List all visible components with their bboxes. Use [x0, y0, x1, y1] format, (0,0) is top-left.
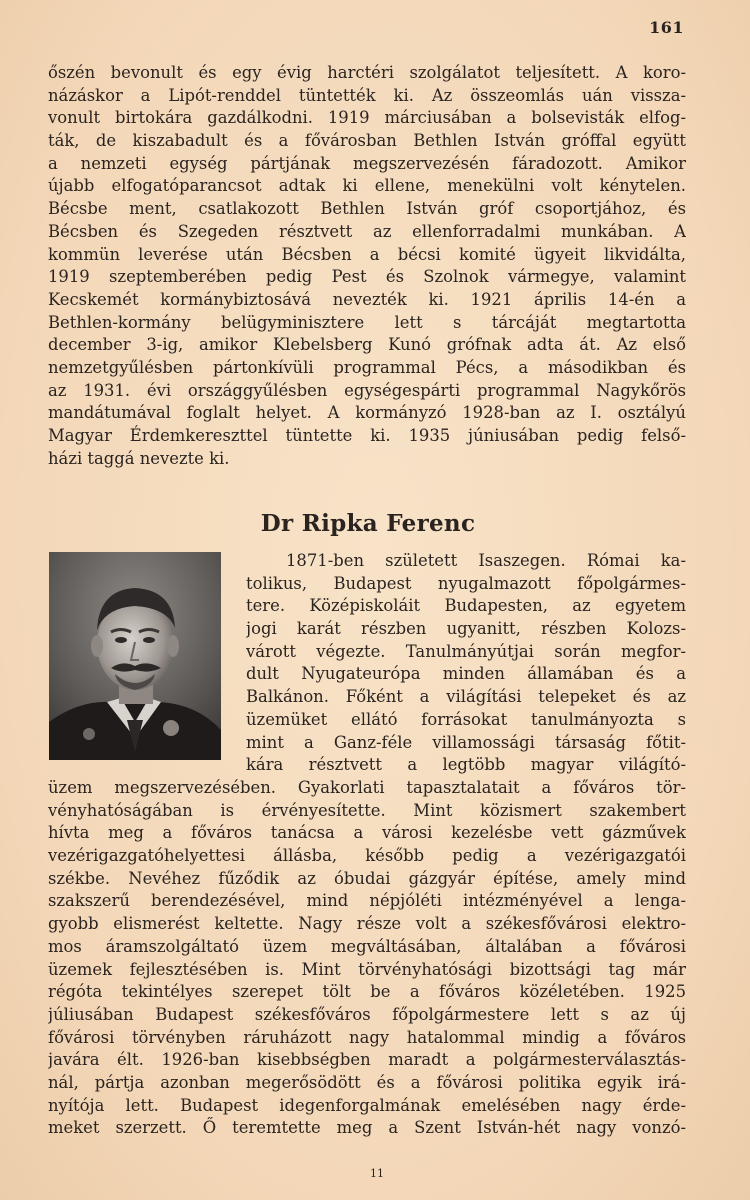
- text-line: gyobb elismerést keltette. Nagy része volt a székesfővárosi elektro-: [48, 914, 686, 934]
- text-line: meket szerzett. Ő teremtette meg a Szent István-hét nagy vonzó-: [48, 1118, 686, 1138]
- text-line: 1871-ben született Isaszegen. Római ka-: [286, 551, 686, 570]
- text-line: kára résztvett a legtöbb magyar világító-: [246, 755, 686, 775]
- text-line: ták, de kiszabadult és a fővárosban Bethlen István gróffal együtt: [48, 131, 686, 151]
- text-line: december 3-ig, amikor Klebelsberg Kunó grófnak adta át. Az első: [48, 335, 686, 355]
- text-line: az 1931. évi országgyűlésben egységespárti programmal Nagykőrös: [48, 380, 686, 400]
- text-line: dult Nyugateurópa minden államában és a: [246, 664, 686, 684]
- text-line: Bécsben és Szegeden résztvett az ellenforradalmi munkában. A: [48, 221, 686, 241]
- portrait-image: [49, 552, 221, 760]
- text-line: nemzetgyűlésben pártonkívüli programmal Pécs, a másodikban és: [48, 357, 686, 377]
- text-line: Kecskemét kormánybiztosává nevezték ki. 1921 április 14-én a: [48, 289, 686, 309]
- text-line: javára élt. 1926-ban kisebbségben maradt a polgármesterválasztás-: [48, 1050, 686, 1070]
- text-line: názáskor a Lipót-renddel tüntették ki. Az összeomlás uán vissza-: [48, 85, 686, 105]
- text-line: régóta tekintélyes szerepet tölt be a főváros közéletében. 1925: [48, 982, 686, 1002]
- text-line: Balkánon. Főként a világítási telepeket és az: [246, 687, 686, 707]
- text-line: székbe. Nevéhez fűződik az óbudai gázgyár építése, amely mind: [48, 868, 686, 888]
- text-line: nyítója lett. Budapest idegenforgalmának emelésében nagy érde-: [48, 1095, 686, 1115]
- text-line: szakszerű berendezésével, mind népjóléti intézményével a lenga-: [48, 891, 686, 911]
- text-line: vonult birtokára gazdálkodni. 1919 márciusában a bolsevisták elfog-: [48, 108, 686, 128]
- text-line: őszén bevonult és egy évig harctéri szolgálatot teljesített. A koro-: [48, 63, 686, 82]
- intro-paragraph: [48, 62, 686, 470]
- text-line: 1919 szeptemberében pedig Pest és Szolnok vármegye, valamint: [48, 267, 686, 287]
- text-line: vényhatóságában is érvényesítette. Mint közismert szakembert: [48, 800, 686, 820]
- text-line: hívta meg a főváros tanácsa a városi kezelésbe vett gázművek: [48, 823, 686, 843]
- text-line: Bethlen-kormány belügyminisztere lett s tárcáját megtartotta: [48, 312, 686, 332]
- text-line: Bécsbe ment, csatlakozott Bethlen István gróf csoportjához, és: [48, 199, 686, 219]
- page-number: 161: [649, 18, 684, 37]
- text-line: fővárosi törvényben ráruházott nagy hatalommal mindig a főváros: [48, 1027, 686, 1047]
- text-line: mandátumával foglalt helyet. A kormányzó 1928-ban az I. osztályú: [48, 403, 686, 423]
- text-line: tere. Középiskoláit Budapesten, az egyetem: [246, 596, 686, 616]
- bio-paragraph-side: [246, 550, 686, 777]
- text-line: házi taggá nevezte ki.: [48, 448, 230, 468]
- text-line: kommün leverése után Bécsben a bécsi komité ügyeit likvidálta,: [48, 244, 686, 264]
- text-line: mint a Ganz-féle villamossági társaság főtit-: [246, 732, 686, 752]
- portrait-photo: [49, 552, 221, 760]
- text-line: vezérigazgatóhelyettesi állásba, később pedig a vezérigazgatói: [48, 846, 686, 866]
- text-line: üzemek fejlesztésében is. Mint törvényhatósági bizottsági tag már: [48, 959, 686, 979]
- text-line: a nemzeti egység pártjának megszervezésén fáradozott. Amikor: [48, 153, 686, 173]
- text-line: tolikus, Budapest nyugalmazott főpolgármes-: [246, 573, 686, 593]
- bio-paragraph-full: [48, 777, 686, 1140]
- text-line: júliusában Budapest székesfőváros főpolgármestere lett s az új: [48, 1004, 686, 1024]
- text-line: nál, pártja azonban megerősödött és a fővárosi politika egyik irá-: [48, 1072, 686, 1092]
- text-line: mos áramszolgáltató üzem megváltásában, általában a fővárosi: [48, 936, 686, 956]
- entry-title: Dr Ripka Ferenc: [260, 510, 476, 537]
- text-line: jogi karát részben ugyanitt, részben Kolozs-: [246, 619, 686, 639]
- signature-mark: 11: [370, 1167, 384, 1180]
- text-line: üzem megszervezésében. Gyakorlati tapasztalatait a főváros tör-: [48, 778, 686, 797]
- text-line: üzemüket ellátó forrásokat tanulmányozta s: [246, 709, 686, 729]
- text-line: újabb elfogatóparancsot adtak ki ellene, menekülni volt kénytelen.: [48, 176, 686, 196]
- text-line: várott végezte. Tanulmányútjai során megfor-: [246, 641, 686, 661]
- text-line: Magyar Érdemkereszttel tüntette ki. 1935 júniusában pedig felső-: [48, 426, 686, 445]
